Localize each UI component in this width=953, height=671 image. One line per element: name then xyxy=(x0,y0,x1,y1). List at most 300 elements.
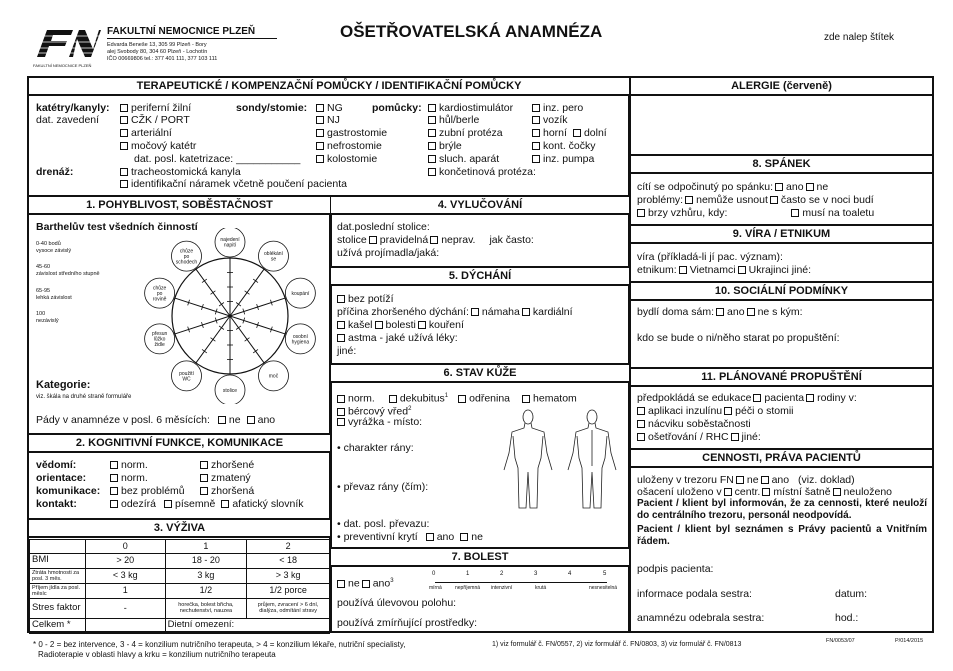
sondy-row-2[interactable] xyxy=(314,114,340,127)
pain-tick: 0 xyxy=(432,571,436,577)
kuze-label: převaz rány (čím): xyxy=(343,481,429,493)
opt-label: zmatený xyxy=(211,472,251,484)
checkbox[interactable] xyxy=(522,308,530,316)
level-4a: 100 xyxy=(36,311,46,317)
opt-label: kardiální xyxy=(532,306,573,318)
celkem-label: Celkem * xyxy=(30,618,86,633)
opt-label: dekubitus xyxy=(399,392,445,405)
cen-row-1[interactable] xyxy=(637,474,855,487)
katetry-label: katétry/kanyly: xyxy=(36,102,110,114)
drenaz-row-1[interactable] xyxy=(118,166,241,179)
ano-label: ano xyxy=(786,181,804,193)
pom2-row-1[interactable] xyxy=(530,102,583,115)
cell: < 3 kg xyxy=(85,568,165,583)
kuze-charakter: • charakter rány: xyxy=(337,442,414,454)
opt-label: brzy vzhůru, kdy: xyxy=(648,207,728,219)
col-head: 0 xyxy=(85,540,165,554)
footer-line-2: Radioterapie v oblasti hlavy a krku = konzilium nutričního terapeuta xyxy=(38,650,276,659)
social-label: bydlí doma sám: xyxy=(637,306,715,318)
kuze-label: dat. posl. převazu: xyxy=(343,518,430,530)
pain-scale-line xyxy=(435,582,607,583)
pady-row[interactable] xyxy=(36,414,275,427)
spanek-label: problémy: xyxy=(637,194,684,206)
pain-label: nesnesitelná xyxy=(589,585,618,591)
checkbox[interactable] xyxy=(337,580,345,588)
opt-label: bolesti xyxy=(385,319,416,331)
wheel-tick xyxy=(245,338,250,342)
cell: < 18 xyxy=(247,553,330,568)
orientace-opt[interactable] xyxy=(108,472,148,485)
opt-label: rodiny v: xyxy=(817,392,857,404)
opt-label: místní šatně xyxy=(773,486,831,498)
row-label: Ztráta hmotnosti za posl. 3 měs. xyxy=(30,568,86,583)
level-4b: nezávislý xyxy=(36,318,59,324)
spanek-row-2[interactable] xyxy=(637,194,874,207)
drenaz-item: tracheostomická kanyla xyxy=(131,166,241,178)
plan-row-4[interactable] xyxy=(637,431,761,444)
checkbox[interactable] xyxy=(679,266,687,274)
pain-label: mírná xyxy=(429,585,442,591)
checkbox[interactable] xyxy=(761,476,769,484)
pain-scale xyxy=(425,571,621,597)
wheel-tick xyxy=(236,303,241,307)
section-alergie-title: ALERGIE (červeně) xyxy=(631,76,932,96)
sondy-label-item: NG xyxy=(327,102,343,114)
opt-label: zhoršené xyxy=(211,459,255,471)
ne-label: ne xyxy=(816,181,829,193)
checkbox[interactable] xyxy=(337,295,345,303)
pom2-row-4[interactable] xyxy=(530,140,596,153)
barthel-title: Barthelův test všedních činností xyxy=(36,221,198,233)
opt-label: norm. xyxy=(348,392,375,405)
kat-row-4[interactable] xyxy=(118,140,196,153)
pain-label: nepříjemná xyxy=(455,585,481,591)
checkbox[interactable] xyxy=(833,488,841,496)
kuze-kryti[interactable]: • preventivní krytí ano ne xyxy=(337,531,483,543)
checkbox[interactable] xyxy=(791,209,799,217)
opt-label: kouření xyxy=(428,319,464,331)
pom-label: vozík xyxy=(543,114,568,126)
body-front-icon xyxy=(504,410,552,508)
kontakt-opts[interactable] xyxy=(108,498,304,511)
kat-label: CŽK / PORT xyxy=(131,114,190,126)
dych-jine: jiné: xyxy=(337,345,357,357)
checkbox[interactable] xyxy=(120,104,128,112)
dolni-label: dolní xyxy=(583,127,607,139)
checkbox[interactable] xyxy=(337,334,345,342)
checkbox[interactable] xyxy=(747,308,755,316)
kuze-prevaz: • převaz rány (čím): xyxy=(337,481,429,493)
dat-katetrizace: dat. posl. katetrizace: ___________ xyxy=(134,153,301,165)
checkbox[interactable] xyxy=(316,129,324,137)
checkbox[interactable] xyxy=(120,168,128,176)
footnote-mark: 2 xyxy=(408,406,412,412)
pain-tick: 2 xyxy=(500,571,504,577)
opt-label: vyrážka - místo: xyxy=(348,416,423,428)
section-cennosti-title: CENNOSTI, PRÁVA PACIENTŮ xyxy=(631,448,932,468)
checkbox[interactable] xyxy=(164,500,172,508)
checkbox[interactable] xyxy=(247,416,255,424)
activity-label: osobní xyxy=(292,333,308,340)
pady-label: Pády v anamnéze v posl. 6 měsících: xyxy=(36,414,210,426)
opt-label: Ukrajinci jiné: xyxy=(748,264,812,276)
checkbox[interactable] xyxy=(738,266,746,274)
checkbox[interactable] xyxy=(120,116,128,124)
checkbox[interactable] xyxy=(316,116,324,124)
checkbox[interactable] xyxy=(806,394,814,402)
pom-label: zubní protéza xyxy=(439,127,503,139)
level-2a: 45-60 xyxy=(36,264,51,270)
activity-label: použití xyxy=(179,370,194,377)
checkbox[interactable] xyxy=(110,461,118,469)
opt-label: ošetřování / RHC xyxy=(648,431,729,443)
checkbox[interactable] xyxy=(218,416,226,424)
opt-label: nácviku soběstačnosti xyxy=(648,418,751,430)
level-3a: 65-95 xyxy=(36,288,51,294)
checkbox[interactable] xyxy=(532,104,540,112)
wheel-tick xyxy=(219,326,224,330)
checkbox[interactable] xyxy=(200,474,208,482)
section-social-title: 10. SOCIÁLNÍ PODMÍNKY xyxy=(631,281,932,301)
vira-row-2[interactable] xyxy=(637,264,811,277)
activity-label: chůze xyxy=(152,285,167,292)
pom1-row-5[interactable] xyxy=(426,153,499,166)
checkbox[interactable] xyxy=(389,395,397,403)
checkbox[interactable] xyxy=(532,142,540,150)
checkbox[interactable] xyxy=(221,500,229,508)
vyl-row-2[interactable] xyxy=(337,234,534,247)
checkbox[interactable] xyxy=(120,180,128,188)
checkbox[interactable] xyxy=(532,129,540,137)
checkbox[interactable] xyxy=(428,168,436,176)
opt-label: bércový vřed xyxy=(348,405,409,418)
pain-label: intenzivní xyxy=(491,585,513,591)
section-vira-title: 9. VÍRA / ETNIKUM xyxy=(631,224,932,244)
activity-label: najedení xyxy=(220,237,240,244)
pain-tick: 5 xyxy=(603,571,607,577)
wheel-tick xyxy=(211,338,216,342)
checkbox[interactable] xyxy=(316,142,324,150)
checkbox[interactable] xyxy=(337,395,345,403)
sondy-row-3[interactable] xyxy=(314,127,387,140)
checkbox[interactable] xyxy=(428,129,436,137)
pom-label: kont. čočky xyxy=(543,140,596,152)
cen-label: uloženy v trezoru FN xyxy=(637,474,734,486)
wheel-tick xyxy=(211,291,216,295)
checkbox[interactable] xyxy=(426,533,434,541)
ano-label: ano xyxy=(771,474,790,486)
dych-row-2[interactable] xyxy=(337,306,573,319)
kat-row-3[interactable] xyxy=(118,127,172,140)
opt-label: astma - jaké užívá léky: xyxy=(348,332,458,344)
pom1-row-3[interactable] xyxy=(426,127,503,140)
opt-label: norm. xyxy=(121,459,148,471)
checkbox[interactable] xyxy=(337,418,345,426)
opt-label: zhoršená xyxy=(211,485,255,497)
koncetina-label: končetinová protéza: xyxy=(439,166,536,178)
section-spanek-title: 8. SPÁNEK xyxy=(631,154,932,174)
checkbox[interactable] xyxy=(637,433,645,441)
cell: - xyxy=(85,598,165,618)
drenaz-row-2[interactable] xyxy=(118,178,347,191)
opt-label: často se v noci budí xyxy=(780,194,874,206)
vyl-label: jak často: xyxy=(489,234,534,246)
checkbox[interactable] xyxy=(120,129,128,137)
checkbox[interactable] xyxy=(430,236,438,244)
pom-label: inz. pumpa xyxy=(543,153,595,165)
pom2-row-5[interactable] xyxy=(530,153,594,166)
dych-row-1[interactable] xyxy=(337,293,394,306)
dych-row-3[interactable] xyxy=(337,319,464,332)
wheel-tick xyxy=(236,326,241,330)
body-back-icon xyxy=(568,410,616,508)
pain-tick: 1 xyxy=(466,571,470,577)
checkbox[interactable] xyxy=(120,142,128,150)
activity-label: rovině xyxy=(152,296,167,303)
activity-label: se xyxy=(270,256,277,263)
col-empty xyxy=(30,540,86,554)
pom2-row-2[interactable] xyxy=(530,114,568,127)
checkbox[interactable] xyxy=(418,321,426,329)
section-kuze-title: 6. STAV KŮŽE xyxy=(331,363,629,383)
checkbox[interactable] xyxy=(428,116,436,124)
level-2b: závislost středního stupně xyxy=(36,271,100,277)
kat-label: periferní žilní xyxy=(131,102,192,114)
sondy-label-item: kolostomie xyxy=(327,153,378,165)
checkbox[interactable] xyxy=(200,461,208,469)
section-planovane-title: 11. PLÁNOVANÉ PROPUŠTĚNÍ xyxy=(631,367,932,387)
address-line-1: Edvarda Beneše 13, 305 99 Plzeň - Bory xyxy=(107,42,207,48)
pomucky-label: pomůcky: xyxy=(372,102,422,114)
checkbox[interactable] xyxy=(762,488,770,496)
checkbox[interactable] xyxy=(637,209,645,217)
komunikace-opt[interactable] xyxy=(108,485,185,498)
checkbox[interactable] xyxy=(716,308,724,316)
activity-label: stolice xyxy=(222,387,238,394)
activity-label: lůžko xyxy=(153,336,166,343)
komunikace-label: komunikace: xyxy=(36,485,101,497)
kategorie-note: viz. škála na druhé straně formuláře xyxy=(36,394,132,400)
vira-row-1: víra (příkladá-li jí pac. význam): xyxy=(637,251,783,263)
body-diagram xyxy=(496,408,626,514)
checkbox[interactable] xyxy=(110,487,118,495)
pom1-row-4[interactable] xyxy=(426,140,462,153)
ne-label: ne xyxy=(348,577,360,590)
opt-label: afatický slovník xyxy=(232,498,304,510)
pom2-row-3[interactable] xyxy=(530,127,607,140)
section-bolest-title: 7. BOLEST xyxy=(331,547,629,567)
vedomi-label: vědomí: xyxy=(36,459,77,471)
spanek-row-3[interactable] xyxy=(637,207,874,220)
opt-label: námaha xyxy=(481,306,520,318)
dych-row-4[interactable] xyxy=(337,332,458,345)
kuze-datum: • dat. posl. převazu: xyxy=(337,518,430,530)
opt-label: kašel xyxy=(348,319,373,331)
opt-label: péči o stomii xyxy=(735,405,794,417)
komunikace-opt-2[interactable] xyxy=(198,485,254,498)
cell: 1 xyxy=(85,583,165,598)
spanek-row-1[interactable] xyxy=(637,181,828,194)
wheel-tick xyxy=(253,279,258,283)
koncetina-row[interactable] xyxy=(426,166,536,179)
footnote-mark: 3 xyxy=(390,578,394,584)
checkbox[interactable] xyxy=(637,407,645,415)
ano-label: ano xyxy=(257,414,276,426)
footnote-mark: 1 xyxy=(444,393,449,399)
opt-label: písemně xyxy=(175,498,216,510)
kuze-label: preventivní krytí xyxy=(343,531,418,543)
footer-line-1: * 0 - 2 = bez intervence, 3 - 4 = konzilium nutričního terapeuta, > 4 = konzilium lékaře, nutriční specialisty, xyxy=(33,640,406,649)
plan-row-2[interactable] xyxy=(637,405,794,418)
checkbox[interactable] xyxy=(532,116,540,124)
dat-zavedeni: dat. zavedení xyxy=(36,114,100,126)
opt-label: musí na toaletu xyxy=(802,207,875,219)
col-head: 2 xyxy=(247,540,330,554)
social-row-1[interactable] xyxy=(637,306,803,319)
cen-bold-1: Pacient / klient byl informován, že za cennosti, které neuloží do centrálního trezoru, personál neodpovídá. xyxy=(637,498,927,521)
wheel-tick xyxy=(202,349,207,353)
checkbox[interactable] xyxy=(110,500,118,508)
row-label: Příjem jídla za posl. měsíc xyxy=(30,583,86,598)
footer-refs: 1) viz formulář č. FN/0557, 2) viz formulář č. FN/0803, 3) viz formulář č. FN/0813 xyxy=(492,641,742,648)
checkbox[interactable] xyxy=(753,394,761,402)
section-vylucovani-title: 4. VYLUČOVÁNÍ xyxy=(331,195,629,215)
checkbox[interactable] xyxy=(458,395,466,403)
address-line-3: IČO 00669806 tel.: 377 401 111, 377 103 111 xyxy=(107,56,218,62)
opt-label: bez problémů xyxy=(121,485,185,497)
activity-label: hygiena xyxy=(291,339,310,346)
plan-row-1[interactable] xyxy=(637,392,857,405)
sondy-row-4[interactable] xyxy=(314,140,382,153)
sondy-row-1[interactable] xyxy=(314,102,343,115)
kategorie-label: Kategorie: xyxy=(36,379,91,391)
checkbox[interactable] xyxy=(770,196,778,204)
checkbox[interactable] xyxy=(736,476,744,484)
activity-label: koupání xyxy=(291,290,310,297)
ne-label: ne xyxy=(228,414,241,426)
footer-fn2: P/014/2015 xyxy=(895,638,924,644)
vedomi-opt[interactable] xyxy=(108,459,148,472)
activity-label: po xyxy=(156,290,163,297)
checkbox[interactable] xyxy=(471,308,479,316)
bolest-row-1[interactable] xyxy=(337,575,394,590)
checkbox[interactable] xyxy=(337,408,345,416)
bolest-poloha: používá úlevovou polohu: xyxy=(337,597,457,609)
sondy-label-item: NJ xyxy=(327,114,340,126)
opt-label: Vietnamci xyxy=(689,264,736,276)
nutrition-table xyxy=(29,539,330,634)
checkbox[interactable] xyxy=(775,183,783,191)
wheel-tick xyxy=(219,303,224,307)
orientace-opt-2[interactable] xyxy=(198,472,251,485)
kat-row-2[interactable] xyxy=(118,114,190,127)
ne-label: ne xyxy=(746,474,759,486)
checkbox[interactable] xyxy=(428,142,436,150)
celkem-value[interactable] xyxy=(85,618,165,633)
cen-label: ošacení uloženo v xyxy=(637,486,722,498)
kuze-row-3[interactable] xyxy=(337,416,422,429)
cen-row-2[interactable] xyxy=(637,486,892,499)
checkbox[interactable] xyxy=(375,321,383,329)
plan-label: předpokládá se edukace xyxy=(637,392,752,404)
opt-label: aplikaci inzulínu xyxy=(648,405,723,417)
checkbox[interactable] xyxy=(685,196,693,204)
pom-label: inz. pero xyxy=(543,102,584,114)
ne-label: ne s kým: xyxy=(757,306,803,318)
activity-label: napití xyxy=(223,242,237,249)
activity-label: schodech xyxy=(175,259,198,266)
cell: 1/2 porce xyxy=(247,583,330,598)
checkbox[interactable] xyxy=(337,321,345,329)
cell: 3 kg xyxy=(165,568,247,583)
dietni-label: Dietní omezení: xyxy=(165,618,329,633)
opt-label: bez potíží xyxy=(348,293,394,305)
row-label: Stres faktor xyxy=(30,598,86,618)
vyl-row-1: dat.poslední stolice: xyxy=(337,221,430,233)
level-3b: lehká závislost xyxy=(36,295,72,301)
ano-label: ano xyxy=(436,531,455,543)
checkbox[interactable] xyxy=(110,474,118,482)
opt-label: neprav. xyxy=(441,234,476,246)
checkbox[interactable] xyxy=(573,129,581,137)
plan-row-3[interactable] xyxy=(637,418,751,431)
pom-label: brýle xyxy=(439,140,462,152)
checkbox[interactable] xyxy=(316,104,324,112)
orientace-label: orientace: xyxy=(36,472,87,484)
odebrala-label: anamnézu odebrala sestra: xyxy=(637,612,765,624)
opt-label: odřenina xyxy=(469,392,511,405)
checkbox[interactable] xyxy=(724,407,732,415)
checkbox[interactable] xyxy=(428,104,436,112)
activity-label: WC xyxy=(182,376,191,383)
checkbox[interactable] xyxy=(428,155,436,163)
viz-label: (viz. doklad) xyxy=(798,474,855,486)
section-pohyb-title: 1. POHYBLIVOST, SOBĚSTAČNOST xyxy=(29,195,330,215)
ano-label: ano xyxy=(727,306,745,318)
cell: 18 - 20 xyxy=(165,553,247,568)
sondy-row-5[interactable] xyxy=(314,153,377,166)
checkbox[interactable] xyxy=(460,533,468,541)
checkbox[interactable] xyxy=(316,155,324,163)
info-label: informace podala sestra: xyxy=(637,588,752,600)
col-head: 1 xyxy=(165,540,247,554)
vyl-label: stolice xyxy=(337,234,367,246)
vyl-row-3: užívá projímadla/jaká: xyxy=(337,247,440,259)
opt-label: norm. xyxy=(121,472,148,484)
drenaz-label: drenáž: xyxy=(36,166,74,178)
checkbox[interactable] xyxy=(369,236,377,244)
vedomi-opt-2[interactable] xyxy=(198,459,254,472)
opt-label: hematom xyxy=(533,392,577,405)
sondy-label-item: nefrostomie xyxy=(327,140,382,152)
checkbox[interactable] xyxy=(637,420,645,428)
checkbox[interactable] xyxy=(806,183,814,191)
checkbox[interactable] xyxy=(724,488,732,496)
checkbox[interactable] xyxy=(522,395,530,403)
checkbox[interactable] xyxy=(532,155,540,163)
pain-tick: 4 xyxy=(568,571,572,577)
checkbox[interactable] xyxy=(362,580,370,588)
opt-label: pacienta xyxy=(764,392,805,404)
checkbox[interactable] xyxy=(200,487,208,495)
pom1-row-1[interactable] xyxy=(426,102,513,115)
section-dychani-title: 5. DÝCHÁNÍ xyxy=(331,266,629,286)
section-terap-title: TERAPEUTICKÉ / KOMPENZAČNÍ POMŮCKY / IDENTIFIKAČNÍ POMŮCKY xyxy=(29,76,629,96)
checkbox[interactable] xyxy=(731,433,739,441)
opt-label: centr. xyxy=(734,486,761,498)
kat-row-1[interactable] xyxy=(118,102,191,115)
pom1-row-2[interactable] xyxy=(426,114,479,127)
